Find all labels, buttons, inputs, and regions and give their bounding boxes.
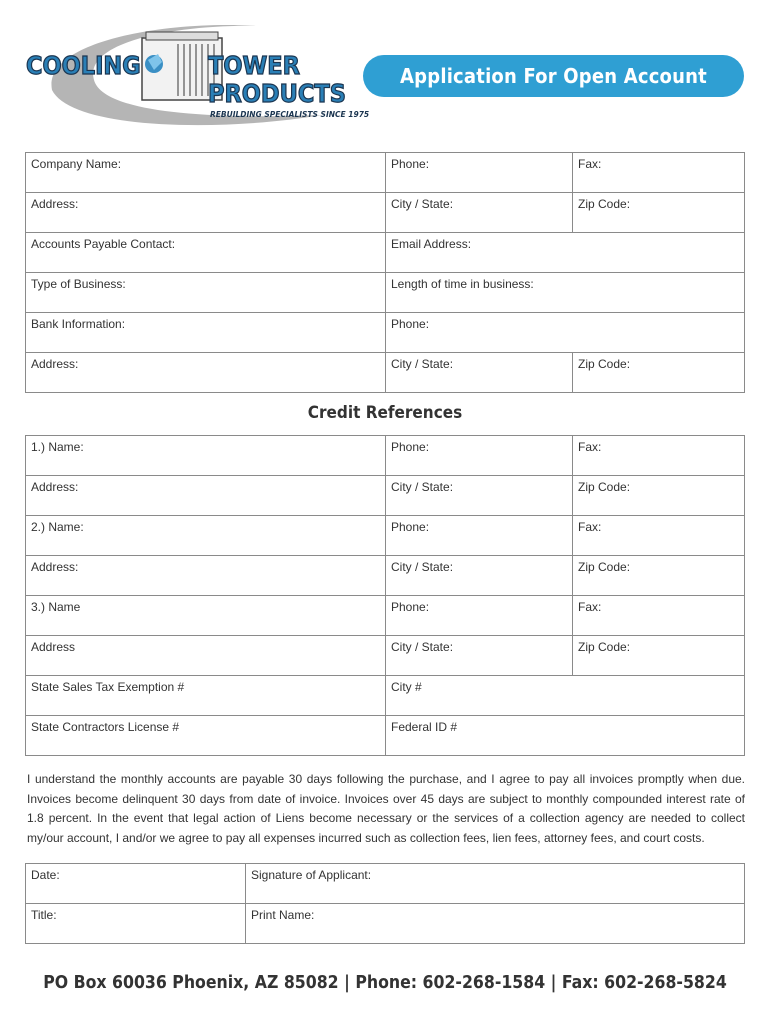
company-name-field[interactable]: Company Name: <box>26 153 386 193</box>
ref2-city-state-field[interactable]: City / State: <box>386 556 573 596</box>
ref1-phone-field[interactable]: Phone: <box>386 436 573 476</box>
svg-text:REBUILDING SPECIALISTS SINCE 1: REBUILDING SPECIALISTS SINCE 1975 <box>210 110 370 119</box>
bank-city-state-field[interactable]: City / State: <box>386 353 573 393</box>
ref1-city-state-field[interactable]: City / State: <box>386 476 573 516</box>
accounts-payable-contact-field[interactable]: Accounts Payable Contact: <box>26 233 386 273</box>
svg-text:PRODUCTS: PRODUCTS <box>208 79 346 108</box>
print-name-field[interactable]: Print Name: <box>246 904 745 944</box>
ref2-name-field[interactable]: 2.) Name: <box>26 516 386 556</box>
ref2-zip-code-field[interactable]: Zip Code: <box>573 556 745 596</box>
terms-paragraph: I understand the monthly accounts are payable 30 days following the purchase, and I agree to pay all invoices promptly when due. Invoices become delinquent 30 days from date of invoice. Invoices over 45 days are subject to monthly compounded interest rate of 1.8 percent. In the event that legal action of Liens become necessary or the services of a collection agency are needed to collect my/our account, I and/or we agree to pay all expenses incurred such as collection fees, lien fees, attorney fees, and court costs. <box>27 772 745 845</box>
fax-field[interactable]: Fax: <box>573 153 745 193</box>
phone-field[interactable]: Phone: <box>386 153 573 193</box>
contractors-license-field[interactable]: State Contractors License # <box>26 716 386 756</box>
bank-information-field[interactable]: Bank Information: <box>26 313 386 353</box>
bank-phone-field[interactable]: Phone: <box>386 313 745 353</box>
page-title: Application For Open Account <box>363 55 744 97</box>
ref1-zip-code-field[interactable]: Zip Code: <box>573 476 745 516</box>
ref2-phone-field[interactable]: Phone: <box>386 516 573 556</box>
ref3-fax-field[interactable]: Fax: <box>573 596 745 636</box>
title-field[interactable]: Title: <box>26 904 246 944</box>
bank-address-field[interactable]: Address: <box>26 353 386 393</box>
company-info-table <box>25 152 745 393</box>
bank-zip-code-field[interactable]: Zip Code: <box>573 353 745 393</box>
ref1-name-field[interactable]: 1.) Name: <box>26 436 386 476</box>
email-address-field[interactable]: Email Address: <box>386 233 745 273</box>
ref3-city-state-field[interactable]: City / State: <box>386 636 573 676</box>
credit-references-table <box>25 435 745 756</box>
type-of-business-field[interactable]: Type of Business: <box>26 273 386 313</box>
ref1-fax-field[interactable]: Fax: <box>573 436 745 476</box>
ref3-phone-field[interactable]: Phone: <box>386 596 573 636</box>
sales-tax-exemption-field[interactable]: State Sales Tax Exemption # <box>26 676 386 716</box>
ref2-address-field[interactable]: Address: <box>26 556 386 596</box>
ref3-zip-code-field[interactable]: Zip Code: <box>573 636 745 676</box>
city-number-field[interactable]: City # <box>386 676 745 716</box>
zip-code-field[interactable]: Zip Code: <box>573 193 745 233</box>
ref1-address-field[interactable]: Address: <box>26 476 386 516</box>
svg-text:TOWER: TOWER <box>208 51 300 80</box>
credit-references-heading: Credit References <box>307 403 463 423</box>
date-field[interactable]: Date: <box>26 864 246 904</box>
signature-table <box>25 863 745 944</box>
time-in-business-field[interactable]: Length of time in business: <box>386 273 745 313</box>
ref3-name-field[interactable]: 3.) Name <box>26 596 386 636</box>
address-field[interactable]: Address: <box>26 193 386 233</box>
ref2-fax-field[interactable]: Fax: <box>573 516 745 556</box>
city-state-field[interactable]: City / State: <box>386 193 573 233</box>
svg-text:COOLING: COOLING <box>26 51 141 80</box>
ref3-address-field[interactable]: Address <box>26 636 386 676</box>
signature-field[interactable]: Signature of Applicant: <box>246 864 745 904</box>
contact-footer: PO Box 60036 Phoenix, AZ 85082 | Phone: 602-268-1584 | Fax: 602-268-5824 <box>43 973 727 993</box>
company-logo <box>22 20 370 130</box>
federal-id-field[interactable]: Federal ID # <box>386 716 745 756</box>
